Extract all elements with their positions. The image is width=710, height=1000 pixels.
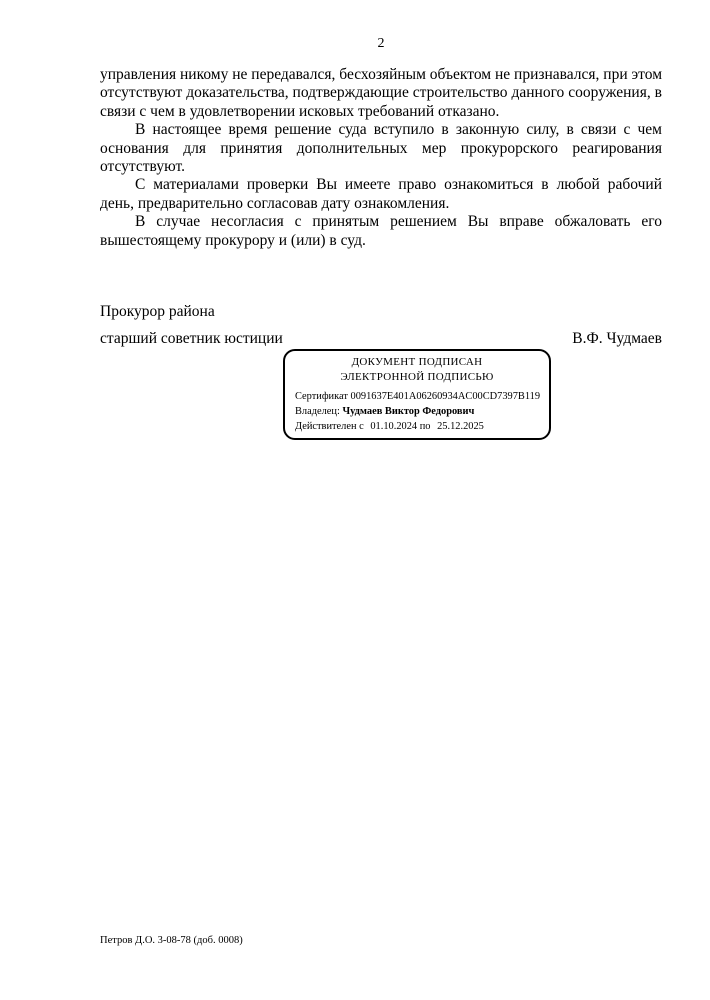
stamp-validity-line — [295, 419, 539, 434]
body-paragraph: В случае несогласия с принятым решением Вы вправе обжаловать его вышестоящему прокурору и (или) в суд. — [100, 213, 662, 249]
stamp-title-line1: ДОКУМЕНТ ПОДПИСАН — [351, 356, 483, 368]
certificate-value: 0091637E401A06260934AC00CD7397B119 — [350, 391, 541, 402]
signer-rank: старший советник юстиции — [100, 330, 283, 347]
signer-name: В.Ф. Чудмаев — [572, 330, 662, 347]
stamp-title-line2: ЭЛЕКТРОННОЙ ПОДПИСЬЮ — [340, 370, 494, 383]
validity-from-date: 01.10.2024 — [370, 421, 418, 432]
owner-name: Чудмаев Виктор Федорович — [342, 406, 475, 417]
body-paragraph: В настоящее время решение суда вступило в законную силу, в связи с чем основания для принятия дополнительных мер прокурорского реагирования отсутствуют. — [100, 121, 662, 176]
stamp-certificate-line — [295, 389, 539, 404]
signature-row — [100, 330, 662, 348]
stamp-title — [295, 355, 539, 384]
owner-label: Владелец: — [295, 406, 340, 417]
executor-contact-note: Петров Д.О. 3-08-78 (доб. 0008) — [100, 935, 243, 946]
validity-label: Действителен с — [295, 421, 364, 432]
body-paragraph: управления никому не передавался, бесхозяйным объектом не признавался, при этом отсутствуют доказательства, подтверждающие строительство данного сооружения, в связи с чем в удовлетворении исковых требований отказано. — [100, 66, 662, 120]
document-body — [100, 66, 662, 250]
validity-to-date: 25.12.2025 — [437, 421, 484, 432]
signer-position-title: Прокурор района — [100, 303, 215, 320]
certificate-label: Сертификат — [295, 391, 348, 402]
validity-to-label: по — [419, 421, 431, 432]
page-number: 2 — [377, 36, 385, 51]
stamp-owner-line — [295, 404, 539, 419]
electronic-signature-stamp — [283, 349, 551, 440]
body-paragraph: С материалами проверки Вы имеете право ознакомиться в любой рабочий день, предварительно согласовав дату ознакомления. — [100, 176, 662, 212]
